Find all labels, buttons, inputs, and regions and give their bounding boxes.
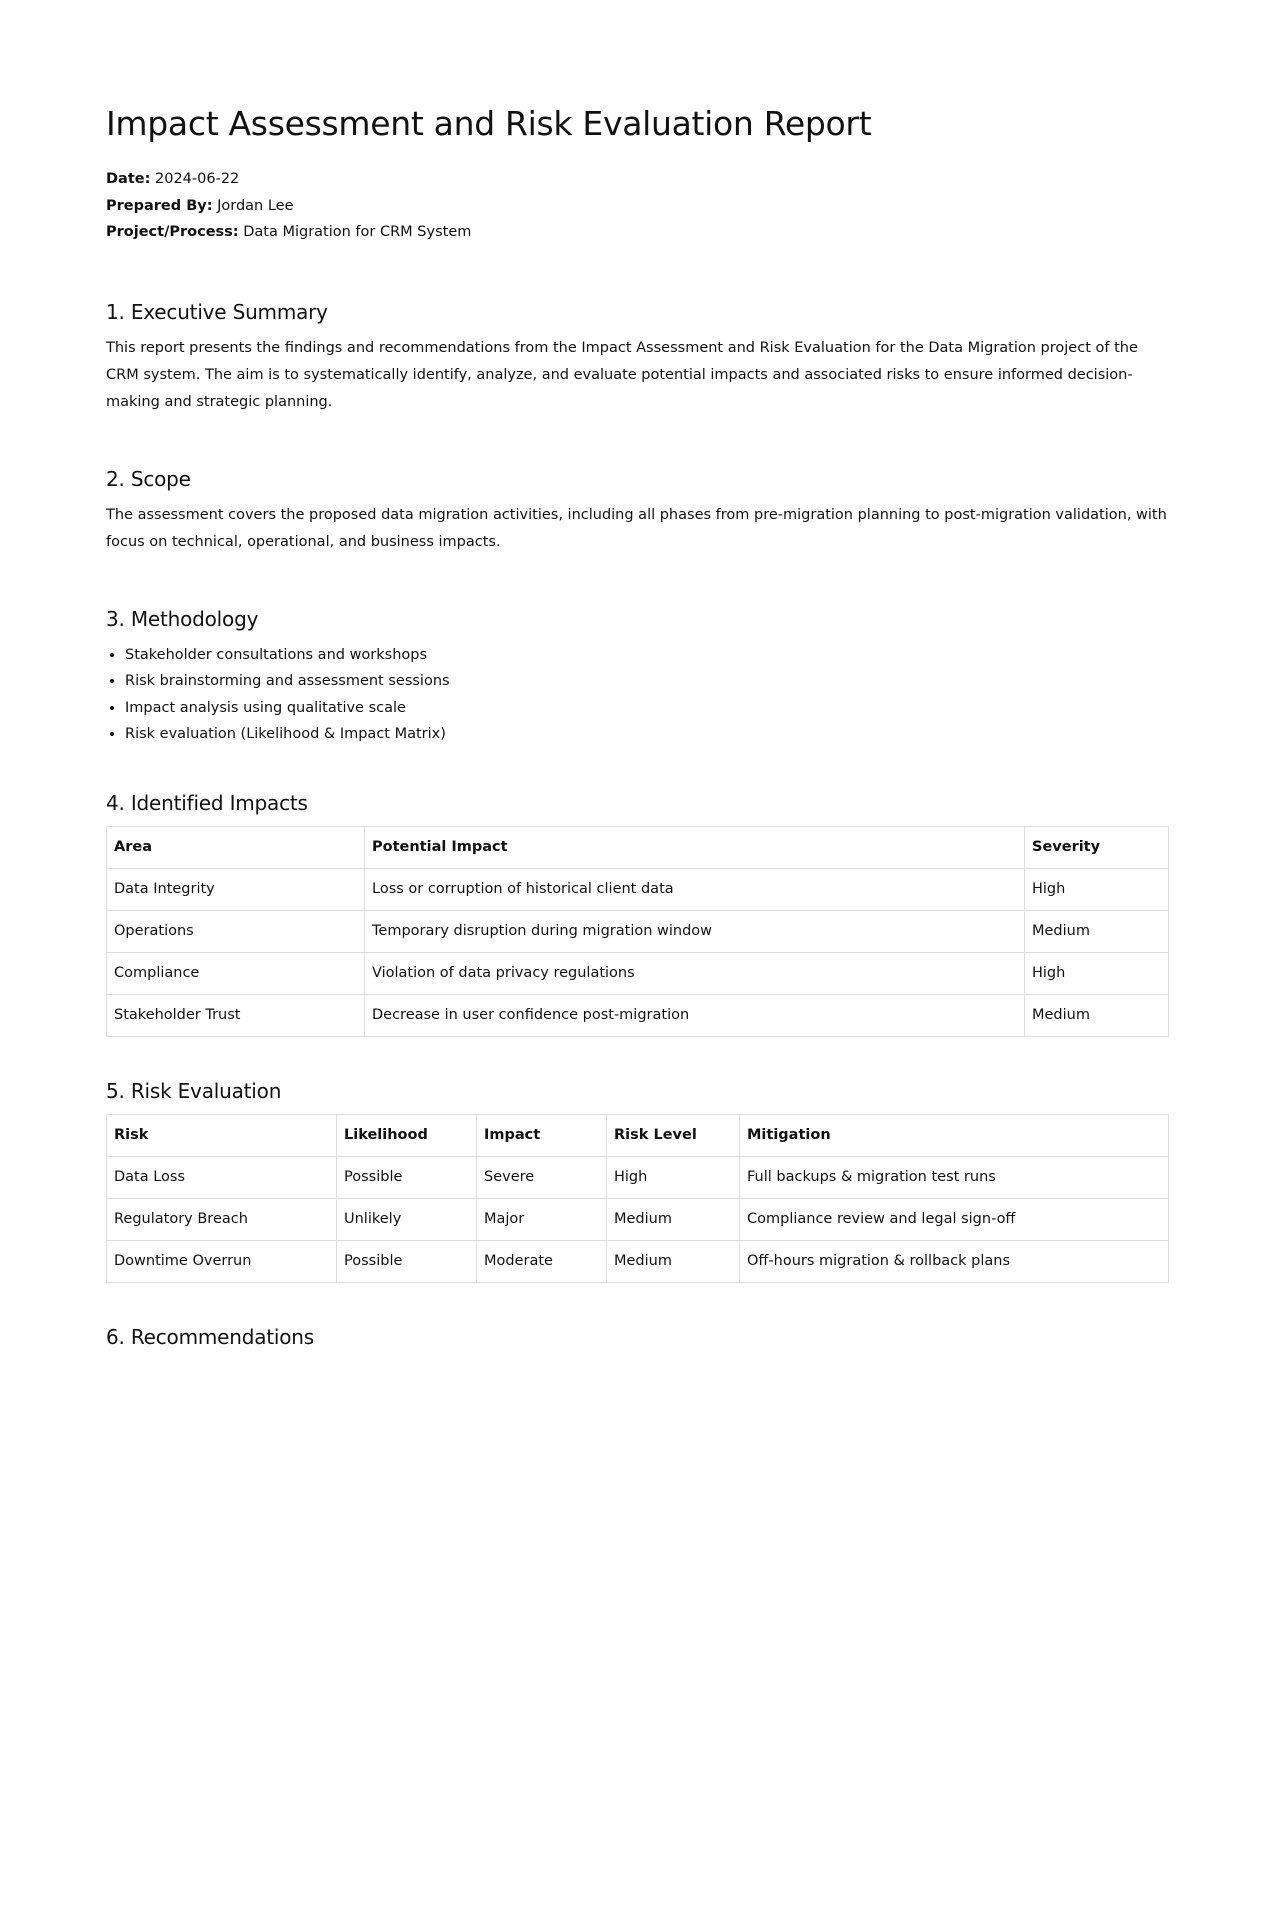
impacts-table	[106, 826, 1169, 1037]
table-cell: High	[1025, 952, 1169, 994]
table-cell: Medium	[1025, 994, 1169, 1036]
list-item: • Risk evaluation (Likelihood & Impact Matrix)	[125, 721, 1168, 748]
meta-project	[106, 219, 1168, 246]
table-cell: Major	[477, 1198, 607, 1240]
table-row	[107, 952, 1169, 994]
table-cell: Regulatory Breach	[107, 1198, 337, 1240]
table-cell: Possible	[337, 1240, 477, 1282]
section-heading: 4. Identified Impacts	[106, 790, 308, 815]
report-meta	[106, 166, 1168, 246]
table-cell: Loss or corruption of historical client data	[365, 868, 1025, 910]
section-paragraph: This report presents the findings and recommendations from the Impact Assessment and Risk Evaluation for the Data Migration project of the CRM system. The aim is to systematically identify, analyze, and evaluate potential impacts and associated risks to ensure informed decision-making and strategic planning.	[106, 339, 1138, 410]
table-row	[107, 1240, 1169, 1282]
section-scope	[106, 466, 1168, 556]
methodology-list	[106, 642, 1168, 748]
table-cell: Stakeholder Trust	[107, 994, 365, 1036]
column-header-likelihood: Likelihood	[337, 1114, 477, 1156]
column-header-impact: Impact	[477, 1114, 607, 1156]
table-cell: Off-hours migration & rollback plans	[740, 1240, 1169, 1282]
section-recommendations	[106, 1324, 1168, 1350]
table-row	[107, 994, 1169, 1036]
table-cell: Compliance review and legal sign-off	[740, 1198, 1169, 1240]
meta-prepared-by	[106, 193, 1168, 220]
meta-prepared-label: Prepared By:	[106, 197, 213, 214]
meta-date-label: Date:	[106, 171, 151, 187]
table-cell: Full backups & migration test runs	[740, 1156, 1169, 1198]
section-executive-summary	[106, 299, 1168, 416]
table-cell: Medium	[607, 1198, 740, 1240]
section-risk-evaluation	[106, 1078, 1168, 1283]
table-cell: High	[607, 1156, 740, 1198]
table-cell: Medium	[607, 1240, 740, 1282]
list-item: • Impact analysis using qualitative scale	[125, 695, 1168, 722]
column-header-risk: Risk	[107, 1114, 337, 1156]
table-cell: High	[1025, 868, 1169, 910]
meta-project-label: Project/Process:	[106, 224, 239, 240]
table-header-row	[107, 1114, 1169, 1156]
table-cell: Downtime Overrun	[107, 1240, 337, 1282]
table-cell: Unlikely	[337, 1198, 477, 1240]
risk-table	[106, 1114, 1169, 1283]
table-cell: Violation of data privacy regulations	[365, 952, 1025, 994]
column-header-mitigation: Mitigation	[740, 1114, 1169, 1156]
column-header-severity: Severity	[1025, 826, 1169, 868]
table-cell: Compliance	[107, 952, 365, 994]
section-heading: 3. Methodology	[106, 606, 259, 631]
column-header-risk-level: Risk Level	[607, 1114, 740, 1156]
meta-project-value: Data Migration for CRM System	[243, 224, 472, 240]
table-header-row	[107, 826, 1169, 868]
table-cell: Decrease in user confidence post-migration	[365, 994, 1025, 1036]
meta-date	[106, 166, 1168, 193]
column-header-potential-impact: Potential Impact	[365, 826, 1025, 868]
table-cell: Data Loss	[107, 1156, 337, 1198]
section-heading: 6. Recommendations	[106, 1324, 315, 1349]
table-row	[107, 910, 1169, 952]
table-cell: Possible	[337, 1156, 477, 1198]
meta-prepared-value: Jordan Lee	[217, 197, 294, 214]
list-item: • Stakeholder consultations and workshops	[125, 642, 1168, 669]
section-heading: 5. Risk Evaluation	[106, 1078, 282, 1103]
table-row	[107, 868, 1169, 910]
table-cell: Operations	[107, 910, 365, 952]
section-paragraph: The assessment covers the proposed data migration activities, including all phases from pre-migration planning to post-migration validation, with focus on technical, operational, and business impacts.	[106, 506, 1167, 550]
section-methodology	[106, 606, 1168, 748]
report-title: Impact Assessment and Risk Evaluation Report	[106, 104, 872, 143]
table-cell: Medium	[1025, 910, 1169, 952]
section-identified-impacts	[106, 790, 1168, 1037]
table-row	[107, 1156, 1169, 1198]
table-cell: Severe	[477, 1156, 607, 1198]
list-item: • Risk brainstorming and assessment sessions	[125, 668, 1168, 695]
table-row	[107, 1198, 1169, 1240]
table-cell: Moderate	[477, 1240, 607, 1282]
section-heading: 2. Scope	[106, 466, 191, 491]
meta-date-value: 2024-06-22	[155, 171, 240, 187]
column-header-area: Area	[107, 826, 365, 868]
section-heading: 1. Executive Summary	[106, 299, 328, 324]
report-page	[106, 0, 1168, 1349]
table-cell: Temporary disruption during migration window	[365, 910, 1025, 952]
table-cell: Data Integrity	[107, 868, 365, 910]
